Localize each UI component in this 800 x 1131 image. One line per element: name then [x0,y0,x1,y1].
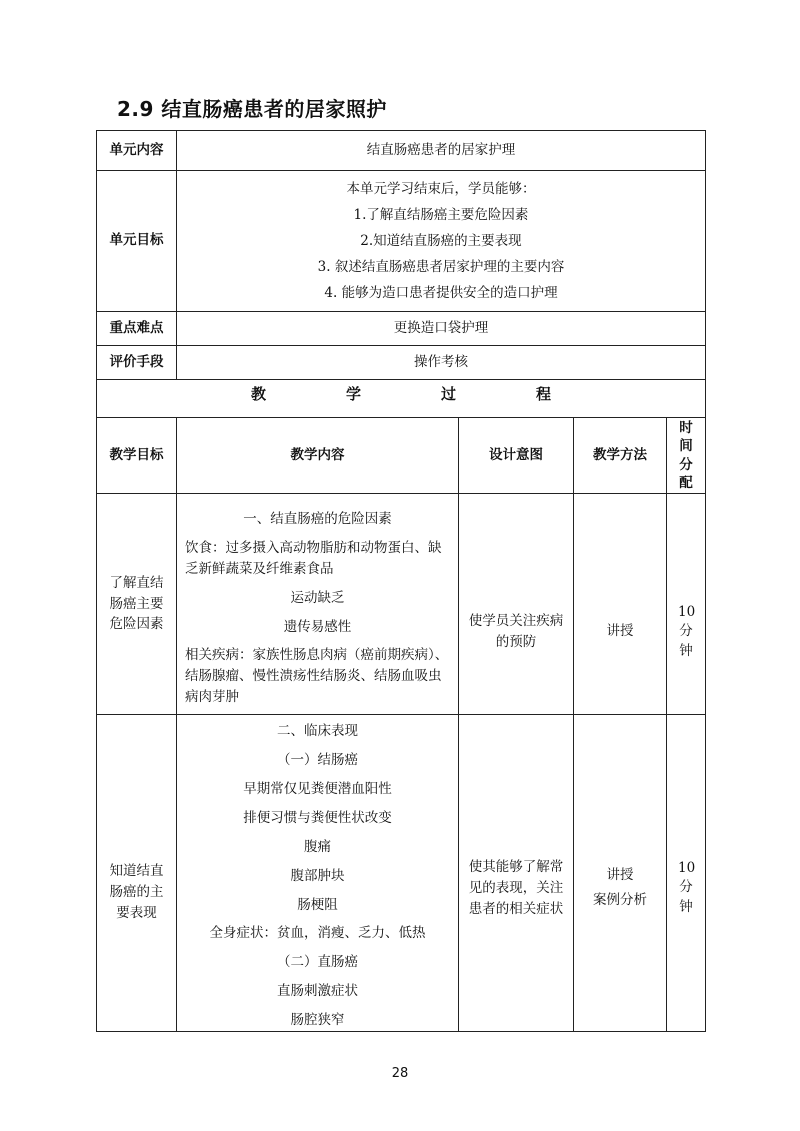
row-goal: 了解直结肠癌主要危险因素 [97,494,177,715]
content-line: 肠梗阻 [297,896,338,913]
unit-goal-content [177,171,706,312]
row-content [177,494,459,715]
row-intent: 使学员关注疾病的预防 [459,494,574,715]
content-line: 相关疾病：家族性肠息肉病（癌前期疾病）、结肠腺瘤、慢性溃疡性结肠炎、结肠血吸虫病肉芽肿 [185,647,449,706]
unit-goal-line: 1.了解直结肠癌主要危险因素 [353,207,529,223]
header-intent: 设计意图 [459,418,574,494]
evaluation-label: 评价手段 [97,346,177,380]
content-line: 二、临床表现 [277,723,358,739]
unit-content-label: 单元内容 [97,131,177,171]
method-line: 案例分析 [593,892,647,909]
process-heading: 教学过程 [250,385,631,403]
header-method: 教学方法 [574,418,667,494]
row-goal: 知道结直肠癌的主要表现 [97,715,177,1032]
content-line: 全身症状：贫血，消瘦、乏力、低热 [209,925,426,942]
content-line: 排便习惯与粪便性状改变 [243,809,392,826]
unit-content-value: 结直肠癌患者的居家护理 [177,131,706,171]
page-number: 28 [391,1066,409,1081]
content-line: 肠腔狭窄 [290,1012,345,1029]
unit-goal-line: 本单元学习结束后，学员能够： [346,181,536,197]
unit-goal-line: 4. 能够为造口患者提供安全的造口护理 [324,285,558,301]
content-line: 腹痛 [304,838,331,855]
section-title: 2.9 结直肠癌患者的居家照护 [117,97,387,121]
row-time: 10分钟 [667,715,706,1032]
evaluation-row [97,346,706,380]
table-row [97,715,706,1032]
content-line: 遗传易感性 [283,618,352,635]
content-line: （一）结肠癌 [277,751,358,768]
method-line: 讲授 [606,867,634,884]
header-goal: 教学目标 [97,418,177,494]
content-line: （二）直肠癌 [277,954,358,971]
process-heading-row [97,380,706,418]
row-method [574,715,667,1032]
row-method [574,494,667,715]
evaluation-value: 操作考核 [177,346,706,380]
row-time: 10分钟 [667,494,706,715]
unit-goal-label: 单元目标 [97,171,177,312]
lesson-plan-table [96,130,706,1032]
content-line: 运动缺乏 [290,589,345,606]
unit-content-row [97,131,706,171]
key-points-label: 重点难点 [97,312,177,346]
row-content [177,715,459,1032]
content-line: 腹部肿块 [290,867,345,884]
key-points-row [97,312,706,346]
unit-goal-line: 3. 叙述结直肠癌患者居家护理的主要内容 [317,259,565,275]
header-content: 教学内容 [177,418,459,494]
unit-goal-line: 2.知道结直肠癌的主要表现 [360,233,522,249]
key-points-value: 更换造口袋护理 [177,312,706,346]
content-line: 一、结直肠癌的危险因素 [243,510,392,527]
content-line: 饮食：过多摄入高动物脂肪和动物蛋白、缺乏新鲜蔬菜及纤维素食品 [185,539,442,577]
method-line: 讲授 [606,623,634,640]
header-time: 时间分配 [667,418,706,494]
content-line: 早期常仅见粪便潜血阳性 [243,780,392,797]
content-line: 直肠刺激症状 [277,983,358,1000]
row-intent: 使其能够了解常见的表现，关注患者的相关症状 [459,715,574,1032]
unit-goal-row [97,171,706,312]
header-row [97,418,706,494]
table-row [97,494,706,715]
